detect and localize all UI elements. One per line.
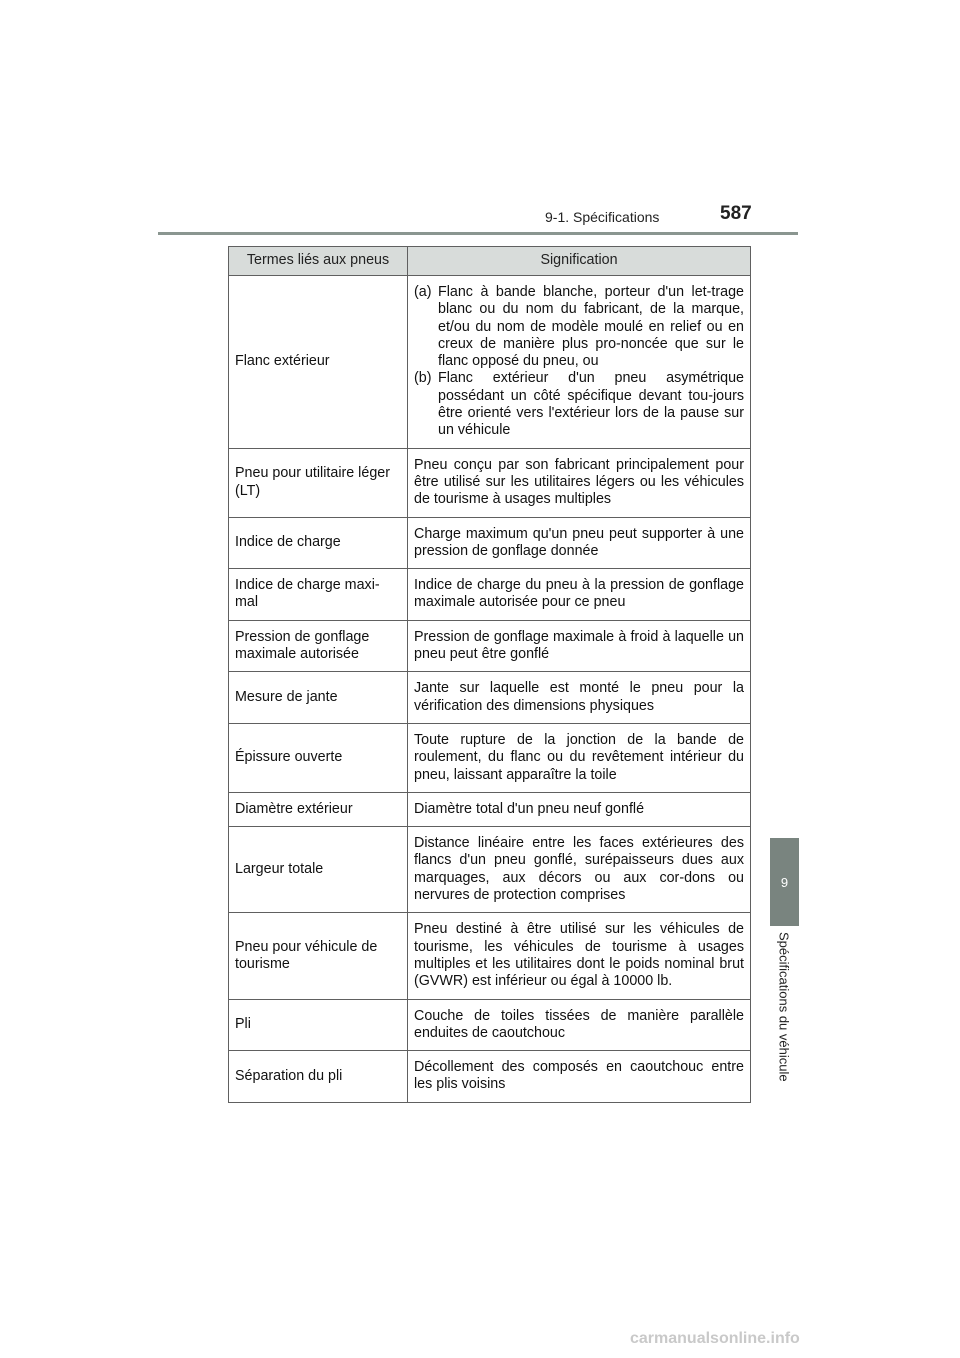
term-cell: Pneu pour véhicule de tourisme	[229, 913, 408, 999]
term-cell: Indice de charge	[229, 517, 408, 569]
term-cell: Flanc extérieur	[229, 276, 408, 449]
chapter-side-label: Spécifications du véhicule	[776, 932, 792, 1082]
table-row	[229, 448, 751, 517]
section-title: 9-1. Spécifications	[545, 209, 660, 225]
meaning-cell: Pression de gonflage maximale à froid à laquelle un pneu peut être gonflé	[408, 620, 751, 672]
meaning-cell: Indice de charge du pneu à la pression de gonflage maximale autorisée pour ce pneu	[408, 569, 751, 621]
table-row	[229, 1051, 751, 1103]
column-header-meaning: Signification	[408, 247, 751, 276]
meaning-cell: Décollement des composés en caoutchouc entre les plis voisins	[408, 1051, 751, 1103]
header-divider	[158, 232, 798, 235]
table-row	[229, 569, 751, 621]
meaning-cell: Diamètre total d'un pneu neuf gonflé	[408, 792, 751, 826]
term-cell: Pneu pour utilitaire léger (LT)	[229, 448, 408, 517]
list-item	[414, 370, 744, 439]
meaning-cell: Charge maximum qu'un pneu peut supporter à une pression de gonflage donnée	[408, 517, 751, 569]
table-row	[229, 620, 751, 672]
term-cell: Mesure de jante	[229, 672, 408, 724]
table-row	[229, 517, 751, 569]
site-watermark: carmanualsonline.info	[630, 1330, 800, 1347]
item-label: (a)	[414, 284, 432, 300]
table-row	[229, 276, 751, 449]
item-text: Flanc extérieur d'un pneu asymétrique possédant un côté spécifique devant tou-jours être orienté vers l'extérieur lors de la pause sur un véhicule	[438, 370, 744, 439]
table-row	[229, 723, 751, 792]
list-item	[414, 284, 744, 370]
meaning-cell: Toute rupture de la jonction de la bande de roulement, du flanc ou du revêtement intérieur du pneu, laissant apparaître la toile	[408, 723, 751, 792]
meaning-cell: Couche de toiles tissées de manière parallèle enduites de caoutchouc	[408, 999, 751, 1051]
page-number: 587	[720, 203, 752, 224]
chapter-tab	[770, 838, 799, 926]
table-row	[229, 672, 751, 724]
term-cell: Pli	[229, 999, 408, 1051]
term-cell: Largeur totale	[229, 827, 408, 913]
term-cell: Diamètre extérieur	[229, 792, 408, 826]
meaning-cell: Jante sur laquelle est monté le pneu pour la vérification des dimensions physiques	[408, 672, 751, 724]
meaning-cell: Pneu destiné à être utilisé sur les véhicules de tourisme, les véhicules de tourisme à usages multiples et les utilitaires dont le poids nominal brut (GVWR) est inférieur ou égal à 10000 lb.	[408, 913, 751, 999]
term-cell: Épissure ouverte	[229, 723, 408, 792]
tire-terms-table	[228, 246, 751, 1103]
meaning-cell: Distance linéaire entre les faces extérieures des flancs d'un pneu gonflé, surépaisseurs dues aux marquages, aux décors ou aux cor-dons ou nervures de protection comprises	[408, 827, 751, 913]
term-cell: Séparation du pli	[229, 1051, 408, 1103]
chapter-tab-number: 9	[780, 874, 789, 890]
meaning-cell	[408, 276, 751, 449]
column-header-term: Termes liés aux pneus	[229, 247, 408, 276]
item-text: Flanc à bande blanche, porteur d'un let-trage blanc ou du nom du fabricant, de la marque, et/ou du nom de modèle moulé en relief ou en creux de manière plus pro-noncée que sur le flanc opposé du pneu, ou	[438, 284, 744, 370]
table-row	[229, 999, 751, 1051]
meaning-cell: Pneu conçu par son fabricant principalement pour être utilisé sur les utilitaires légers ou les véhicules de tourisme à usages multiples	[408, 448, 751, 517]
term-cell: Pression de gonflage maximale autorisée	[229, 620, 408, 672]
table-row	[229, 792, 751, 826]
table-row	[229, 913, 751, 999]
table-row	[229, 827, 751, 913]
table-header-row	[229, 247, 751, 276]
term-cell: Indice de charge maxi-mal	[229, 569, 408, 621]
item-label: (b)	[414, 370, 432, 387]
